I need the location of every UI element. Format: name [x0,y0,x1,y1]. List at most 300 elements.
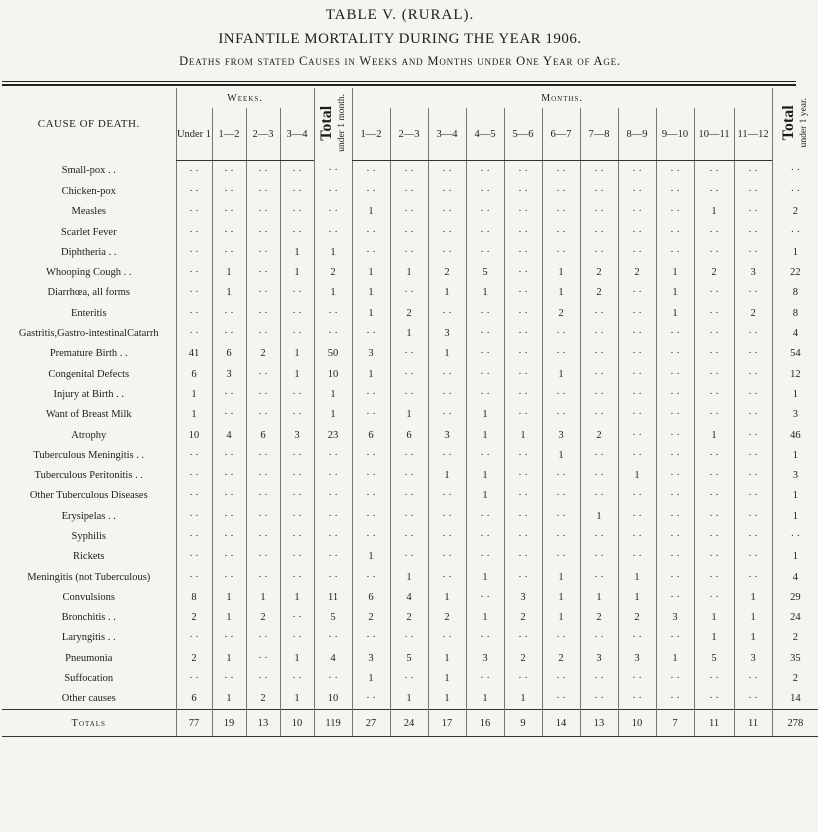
table-cell: 1 [280,648,314,668]
table-cell: · · [246,242,280,262]
table-cell: · · [176,668,212,688]
table-cell: · · [280,202,314,222]
table-cell: · · [466,222,504,242]
table-row [2,689,818,710]
table-cell: 46 [772,425,818,445]
table-cell: · · [618,283,656,303]
table-cell: 50 [314,344,352,364]
table-cell: · · [466,628,504,648]
table-cell: · · [428,384,466,404]
table-cell: · · [176,283,212,303]
table-cell: 10 [314,689,352,710]
table-cell: · · [280,608,314,628]
table-cell: 6 [212,344,246,364]
table-cell: · · [212,506,246,526]
table-cell: 1 [352,283,390,303]
table-cell: · · [280,465,314,485]
table-cell: · · [466,445,504,465]
cause-label: Erysipelas . . [61,510,116,522]
table-cell: · · [428,161,466,182]
table-cell: · · [390,506,428,526]
table-cell: · · [280,405,314,425]
table-cell: · · [246,405,280,425]
table-cell: · · [314,526,352,546]
table-cell: · · [280,526,314,546]
table-cell: · · [390,486,428,506]
table-cell: 5 [314,608,352,628]
table-cell: · · [734,323,772,343]
table-cell: 1 [694,608,734,628]
table-cell: · · [694,465,734,485]
table-cell: 1 [212,587,246,607]
table-row [2,587,818,607]
table-cell: · · [390,547,428,567]
table-cell: · · [618,202,656,222]
table-row [2,242,818,262]
table-cell: 1 [352,547,390,567]
table-cell: · · [734,181,772,201]
table-row [2,628,818,648]
table-cell: · · [734,425,772,445]
table-cell: · · [212,222,246,242]
table-cell: · · [176,161,212,182]
table-cell: · · [656,445,694,465]
table-cell: · · [734,486,772,506]
table-cell: · · [212,486,246,506]
table-cell: · · [656,242,694,262]
table-cell: 2 [580,425,618,445]
totals-label: Totals [2,710,176,737]
table-cell: · · [314,303,352,323]
table-cell: · · [280,161,314,182]
table-cell: 3 [618,648,656,668]
table-cell: · · [390,242,428,262]
table-cell: · · [694,323,734,343]
totals-cell: 278 [772,710,818,737]
table-subtitle: INFANTILE MORTALITY DURING THE YEAR 1906. [218,31,582,47]
table-cell: · · [542,222,580,242]
table-cell: · · [694,587,734,607]
table-cell: 2 [542,303,580,323]
table-cell: · · [504,547,542,567]
table-cell: · · [618,689,656,710]
table-cell: · · [466,344,504,364]
table-cell: · · [734,283,772,303]
table-cell: 1 [772,384,818,404]
table-cell: · · [694,405,734,425]
table-cell: · · [246,202,280,222]
table-cell: · · [542,628,580,648]
table-cell: · · [466,526,504,546]
table-cell: · · [466,303,504,323]
table-cell: · · [280,303,314,323]
table-cell: 2 [618,262,656,282]
cause-label: Injury at Birth . . [53,388,125,400]
table-cell: · · [504,161,542,182]
table-cell: · · [390,526,428,546]
table-cell: · · [176,445,212,465]
table-cell: 3 [352,648,390,668]
table-cell: · · [694,222,734,242]
table-cell: · · [466,587,504,607]
table-cell: · · [246,181,280,201]
table-cell: · · [580,628,618,648]
table-cell: 1 [212,262,246,282]
table-cell: 29 [772,587,818,607]
table-cell: 2 [246,689,280,710]
table-cell: 1 [352,364,390,384]
table-cell: 1 [176,405,212,425]
table-cell: · · [734,526,772,546]
table-cell: 3 [580,648,618,668]
mortality-table [2,88,818,737]
table-cell: 1 [772,506,818,526]
table-cell: · · [694,526,734,546]
table-cell: · · [428,181,466,201]
month-col-header: 5—6 [504,108,542,161]
table-cell: · · [618,668,656,688]
table-cell: · · [542,181,580,201]
month-col-header: 9—10 [656,108,694,161]
table-cell: 1 [314,242,352,262]
table-cell: · · [618,526,656,546]
table-cell: · · [618,364,656,384]
table-cell: · · [694,445,734,465]
table-cell: · · [504,323,542,343]
table-cell: 1 [390,323,428,343]
table-cell: 3 [734,262,772,282]
table-cell: · · [176,506,212,526]
table-cell: 2 [734,303,772,323]
table-cell: · · [542,405,580,425]
table-cell: · · [390,364,428,384]
table-cell: 6 [176,689,212,710]
table-cell: · · [280,547,314,567]
table-cell: · · [580,526,618,546]
table-cell: · · [176,323,212,343]
table-cell: · · [352,689,390,710]
cause-label: Other Tuberculous Diseases [29,490,148,502]
table-cell: · · [734,465,772,485]
cause-label: Suffocation [64,673,114,685]
table-cell: · · [428,405,466,425]
table-cell: · · [176,486,212,506]
month-col-header: 2—3 [390,108,428,161]
table-row [2,202,818,222]
cause-label: Chicken-pox [61,185,116,197]
table-cell: · · [694,384,734,404]
table-cell: · · [212,384,246,404]
top-rule [2,81,796,82]
table-cell: · · [280,567,314,587]
table-cell: · · [176,222,212,242]
week-col-header: Under 1 [176,108,212,161]
table-cell: · · [246,303,280,323]
table-cell: 1 [734,608,772,628]
totals-cell: 19 [212,710,246,737]
table-cell: · · [694,689,734,710]
table-cell: · · [212,445,246,465]
table-row [2,567,818,587]
table-cell: · · [656,222,694,242]
totals-cell: 77 [176,710,212,737]
table-cell: · · [580,242,618,262]
table-cell: 1 [352,303,390,323]
table-cell: 11 [314,587,352,607]
cause-label: Meningitis (not Tuberculous) [27,571,151,583]
table-cell: · · [466,181,504,201]
table-cell: · · [176,181,212,201]
cause-label: Atrophy [71,429,107,441]
table-cell: · · [656,506,694,526]
cause-label: Diarrhœa, all forms [47,287,130,299]
totals-cell: 13 [246,710,280,737]
table-cell: 1 [656,283,694,303]
table-cell: · · [504,222,542,242]
table-cell: 1 [246,587,280,607]
table-cell: · · [618,547,656,567]
table-cell: · · [466,364,504,384]
table-cell: · · [176,526,212,546]
table-cell: 2 [772,628,818,648]
table-cell: 2 [176,608,212,628]
table-cell: · · [694,486,734,506]
table-row [2,648,818,668]
table-cell: · · [314,506,352,526]
table-cell: · · [504,445,542,465]
table-cell: 10 [314,364,352,384]
table-cell: · · [280,628,314,648]
table-cell: · · [580,689,618,710]
total-under-month-header: Total under 1 month. [314,88,352,161]
table-cell: · · [656,668,694,688]
table-cell: · · [176,262,212,282]
table-cell: · · [580,384,618,404]
table-cell: 23 [314,425,352,445]
table-row [2,344,818,364]
table-cell: · · [428,242,466,262]
table-cell: · · [212,567,246,587]
table-cell: · · [246,628,280,648]
table-cell: · · [656,161,694,182]
table-cell: · · [428,364,466,384]
table-cell: 2 [772,202,818,222]
table-cell: · · [618,161,656,182]
cause-label: Whooping Cough . . [46,267,132,279]
table-cell: · · [280,323,314,343]
table-cell: · · [694,242,734,262]
table-cell: · · [212,202,246,222]
totals-cell: 10 [618,710,656,737]
table-cell: · · [618,181,656,201]
table-cell: · · [580,344,618,364]
table-cell: 1 [656,262,694,282]
table-cell: 1 [542,608,580,628]
table-cell: · · [212,161,246,182]
table-cell: 1 [280,242,314,262]
table-cell: · · [212,181,246,201]
table-cell: · · [504,526,542,546]
table-cell: · · [504,486,542,506]
table-cell: 2 [246,344,280,364]
table-cell: 2 [504,648,542,668]
table-cell: 1 [176,384,212,404]
table-cell: 12 [772,364,818,384]
table-cell: · · [580,547,618,567]
cause-label: Other causes [61,693,116,705]
cause-column-header: CAUSE OF DEATH. [37,118,140,131]
table-cell: · · [580,405,618,425]
table-cell: · · [542,384,580,404]
table-cell: 1 [280,262,314,282]
table-cell: · · [580,181,618,201]
table-cell: 5 [390,648,428,668]
table-cell: · · [176,242,212,262]
table-cell: 10 [176,425,212,445]
table-cell: · · [246,648,280,668]
table-cell: · · [580,161,618,182]
table-cell: 2 [504,608,542,628]
table-cell: · · [618,303,656,323]
totals-cell: 11 [734,710,772,737]
table-cell: · · [428,506,466,526]
table-cell: 1 [772,547,818,567]
table-cell: · · [280,181,314,201]
table-cell: · · [656,567,694,587]
table-cell: · · [734,506,772,526]
table-cell: 6 [246,425,280,445]
table-cell: · · [428,628,466,648]
table-cell: · · [580,486,618,506]
table-cell: · · [734,202,772,222]
table-cell: 1 [656,303,694,323]
table-cell: 4 [390,587,428,607]
table-cell: · · [352,486,390,506]
table-row [2,547,818,567]
table-cell: · · [314,547,352,567]
totals-cell: 17 [428,710,466,737]
table-cell: · · [280,384,314,404]
table-cell: · · [246,262,280,282]
table-cell: 1 [466,405,504,425]
table-cell: · · [618,323,656,343]
table-cell: · · [212,405,246,425]
table-cell: · · [542,506,580,526]
table-cell: · · [466,547,504,567]
table-cell: 1 [618,587,656,607]
table-cell: 1 [212,608,246,628]
month-col-header: 1—2 [352,108,390,161]
table-cell: 24 [772,608,818,628]
totals-cell: 11 [694,710,734,737]
months-group-header: Months. [352,88,772,108]
table-cell: · · [734,668,772,688]
table-cell: · · [618,425,656,445]
table-cell: · · [428,445,466,465]
table-row [2,506,818,526]
table-cell: · · [466,668,504,688]
table-cell: 4 [772,567,818,587]
table-cell: · · [466,242,504,262]
table-cell: 1 [542,262,580,282]
table-cell: · · [176,628,212,648]
table-cell: · · [656,405,694,425]
table-cell: · · [734,222,772,242]
table-cell: 41 [176,344,212,364]
weeks-group-header: Weeks. [176,88,314,108]
table-cell: 54 [772,344,818,364]
table-cell: · · [694,668,734,688]
table-cell: · · [280,506,314,526]
table-cell: · · [734,364,772,384]
table-cell: · · [390,628,428,648]
table-cell: 5 [466,262,504,282]
table-cell: · · [428,567,466,587]
table-cell: 1 [466,567,504,587]
cause-label: Syphilis [71,530,106,542]
table-cell: · · [352,242,390,262]
table-cell: · · [580,567,618,587]
table-cell: · · [656,465,694,485]
table-cell: · · [212,323,246,343]
table-cell: · · [656,425,694,445]
table-cell: 8 [772,303,818,323]
table-cell: · · [656,181,694,201]
table-cell: 3 [280,425,314,445]
table-cell: 3 [428,323,466,343]
table-cell: · · [656,628,694,648]
table-cell: · · [246,161,280,182]
table-cell: · · [352,161,390,182]
cause-label: Want of Breast Milk [45,409,132,421]
table-cell: 1 [352,202,390,222]
table-cell: 6 [352,425,390,445]
table-cell: · · [352,222,390,242]
table-cell: 1 [428,668,466,688]
table-cell: · · [212,465,246,485]
table-cell: · · [246,364,280,384]
table-cell: 1 [694,202,734,222]
table-cell: 2 [772,668,818,688]
table-cell: · · [390,222,428,242]
table-cell: 22 [772,262,818,282]
table-cell: · · [428,303,466,323]
table-cell: 2 [542,648,580,668]
week-col-header: 3—4 [280,108,314,161]
table-cell: 3 [428,425,466,445]
table-cell: · · [280,668,314,688]
table-cell: · · [280,283,314,303]
table-row [2,384,818,404]
table-row [2,303,818,323]
table-cell: 2 [580,262,618,282]
table-cell: · · [390,445,428,465]
table-row [2,262,818,282]
table-cell: · · [466,384,504,404]
table-cell: · · [246,445,280,465]
table-cell: · · [428,222,466,242]
table-cell: 1 [694,425,734,445]
month-col-header: 3—4 [428,108,466,161]
table-cell: 1 [280,364,314,384]
cause-label: Scarlet Fever [60,226,117,238]
table-cell: 3 [504,587,542,607]
table-row [2,364,818,384]
table-cell: · · [352,445,390,465]
table-cell: · · [428,547,466,567]
table-cell: · · [542,547,580,567]
table-cell: · · [580,323,618,343]
